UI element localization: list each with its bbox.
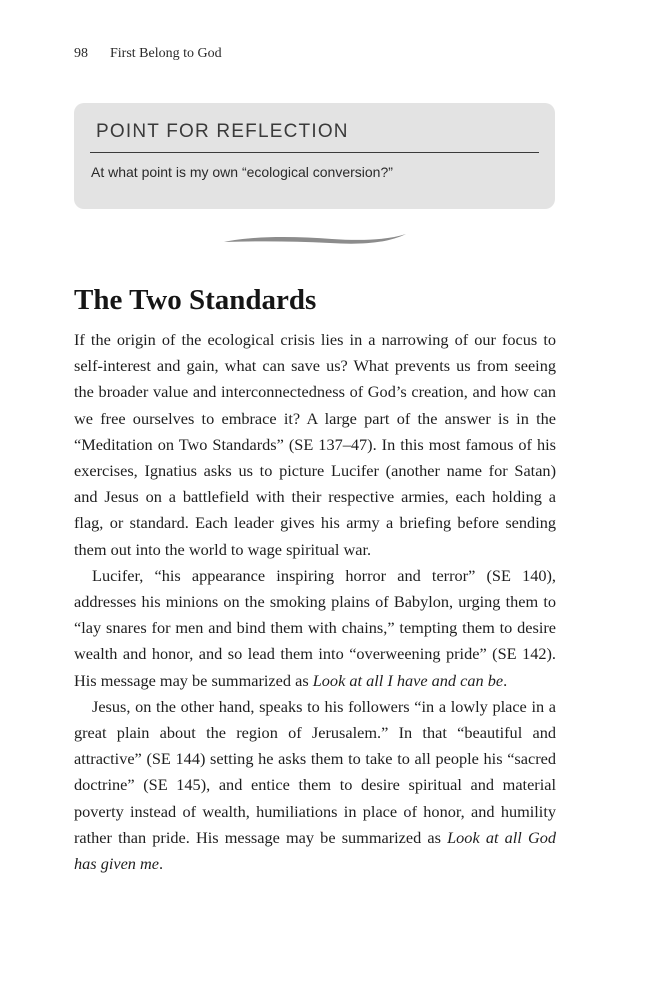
reflection-question: At what point is my own “ecological conversion?” [91, 164, 393, 180]
paragraph [74, 694, 556, 877]
paragraph-end: . [503, 670, 508, 690]
paragraph [74, 563, 556, 694]
reflection-box [74, 103, 555, 209]
paragraph-text: Jesus, on the other hand, speaks to his followers “in a lowly place in a great plain about the region of Jerusalem.” In that “beautiful and attractive” (SE 144) setting he asks them to take to all people his “sacred doctrine” (SE 145), and entice them to desire spiritual and material poverty instead of wealth, humiliations in place of honor, and humility rather than pride. His message may be summarized as [74, 696, 556, 847]
paragraph-text: Lucifer, “his appearance inspiring horror and terror” (SE 140), addresses his minions on the smoking plains of Babylon, urging them to “lay snares for men and bind them with chains,” tempting them to desire wealth and honor, and so lead them into “overweening pride” (SE 142). His message may be summarized as [74, 565, 556, 690]
reflection-divider [90, 152, 539, 153]
running-header [74, 46, 222, 62]
reflection-title: POINT FOR REFLECTION [96, 121, 349, 142]
paragraph [74, 327, 556, 563]
book-title: First Belong to God [110, 46, 222, 61]
paragraph-emphasis: Look at all God has given me [74, 827, 556, 874]
section-heading: The Two Standards [74, 284, 317, 316]
page-number: 98 [74, 46, 88, 61]
body-text [74, 327, 556, 877]
paragraph-emphasis: Look at all I have and can be [312, 670, 504, 690]
paragraph-text: If the origin of the ecological crisis lies in a narrowing of our focus to self-interest and gain, what can save us? What prevents us from seeing the broader value and interconnectedness of God’s creation, and how can we free ourselves to embrace it? A large part of the answer is in the “Meditation on Two Standards” (SE 137–47). In this most famous of his exercises, Ignatius asks us to picture Lucifer (another name for Satan) and Jesus on a battlefield with their respective armies, each holding a flag, or standard. Each leader gives his army a briefing before sending them out into the world to wage spiritual war. [74, 330, 556, 559]
paragraph-end: . [159, 854, 164, 874]
decorative-swash-ornament [222, 230, 408, 248]
